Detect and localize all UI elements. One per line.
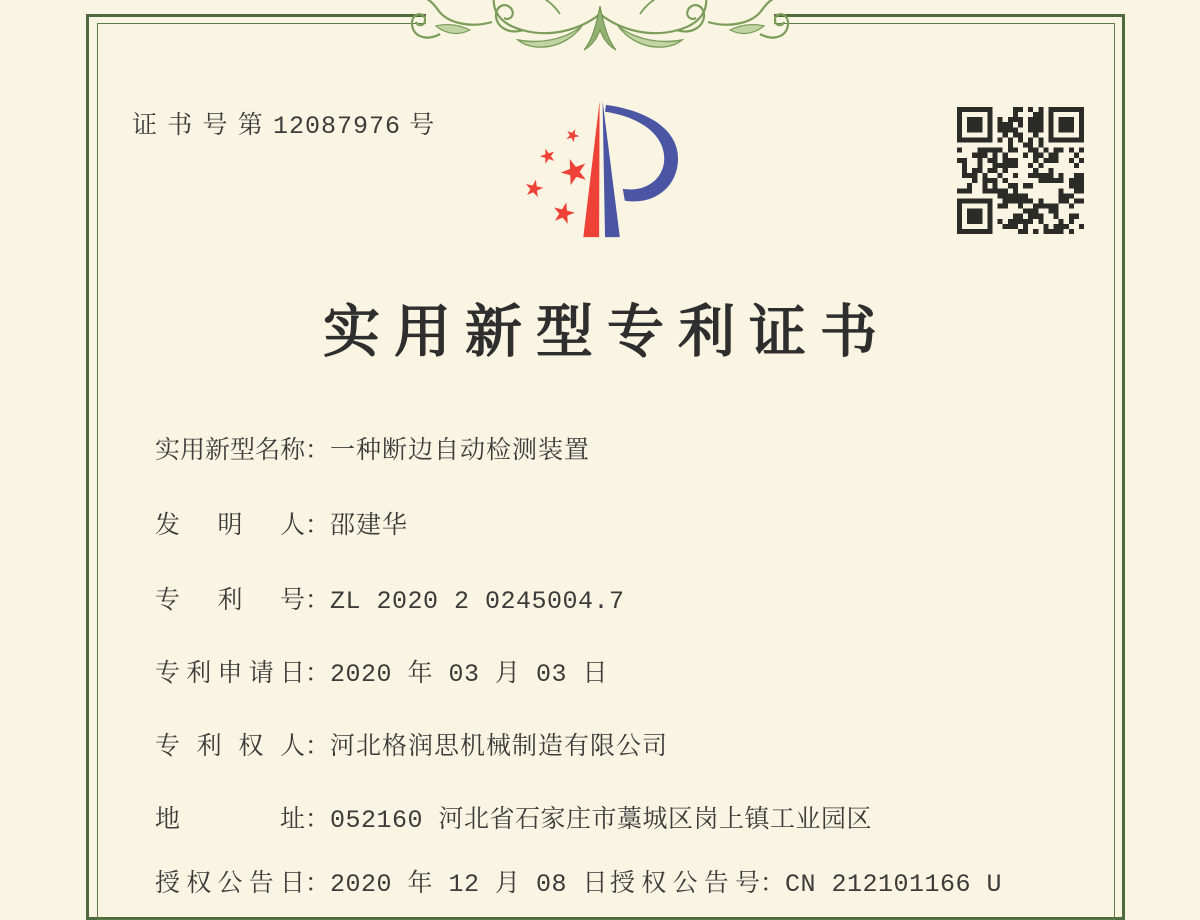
- colon: ：: [305, 660, 331, 687]
- field-label-filing-date: 专 利 申 请 日: [155, 660, 305, 687]
- field-label-patent-no: 专 利 号: [155, 587, 305, 614]
- cert-no-digits: 12087976: [273, 112, 402, 141]
- field-value-name: 一种断边自动检测装置: [330, 437, 591, 464]
- field-row-patentee: [155, 726, 668, 762]
- field-value-patent-no: ZL 2020 2 0245004.7: [330, 587, 625, 616]
- logo-stars: [524, 126, 591, 224]
- colon: ：: [305, 733, 331, 760]
- field-row-name: [155, 430, 590, 466]
- logo-tower-right: [603, 101, 620, 237]
- qr-code-icon: [957, 107, 1084, 234]
- field-row-inventor: [155, 505, 408, 541]
- field-value-filing-date: 2020 年 03 月 03 日: [330, 660, 609, 689]
- field-row-filing-date: [155, 653, 608, 689]
- field-label-grant-date: 授 权 公 告 日: [155, 870, 305, 897]
- field-label-inventor: 发 明 人: [155, 512, 305, 539]
- colon: ：: [760, 870, 786, 897]
- grant-no-group: [610, 863, 1002, 899]
- cert-no-suffix: 号: [409, 112, 437, 139]
- field-label-grant-no: 授 权 公 告 号: [610, 870, 760, 897]
- floral-ornament: [408, 0, 792, 60]
- field-value-inventor: 邵建华: [330, 512, 409, 539]
- field-value-grant-date: 2020 年 12 月 08 日: [330, 870, 609, 899]
- field-value-grant-no: CN 212101166 U: [785, 870, 1003, 899]
- logo-p-bowl: [605, 105, 678, 202]
- field-label-address: 地 址: [155, 806, 305, 833]
- field-value-address: 052160 河北省石家庄市藁城区岗上镇工业园区: [330, 806, 873, 835]
- cert-no-prefix: 证 书 号 第: [132, 112, 265, 139]
- logo-tower-left: [583, 101, 599, 237]
- colon: ：: [305, 870, 331, 897]
- field-label-name: 实 用 新 型 名 称: [155, 437, 306, 464]
- colon: ：: [305, 587, 331, 614]
- cnipa-logo-icon: [521, 97, 693, 243]
- certificate-title: 实用新型专利证书: [323, 301, 891, 364]
- field-value-patentee: 河北格润思机械制造有限公司: [330, 733, 669, 760]
- colon: ：: [305, 806, 331, 833]
- colon: ：: [305, 512, 331, 539]
- field-row-patent-no: [155, 580, 625, 616]
- field-row-grant: [155, 863, 1003, 899]
- colon: ：: [305, 437, 331, 464]
- certificate-number: [132, 105, 436, 141]
- field-label-patentee: 专 利 权 人: [155, 733, 305, 760]
- field-row-address: [155, 799, 872, 835]
